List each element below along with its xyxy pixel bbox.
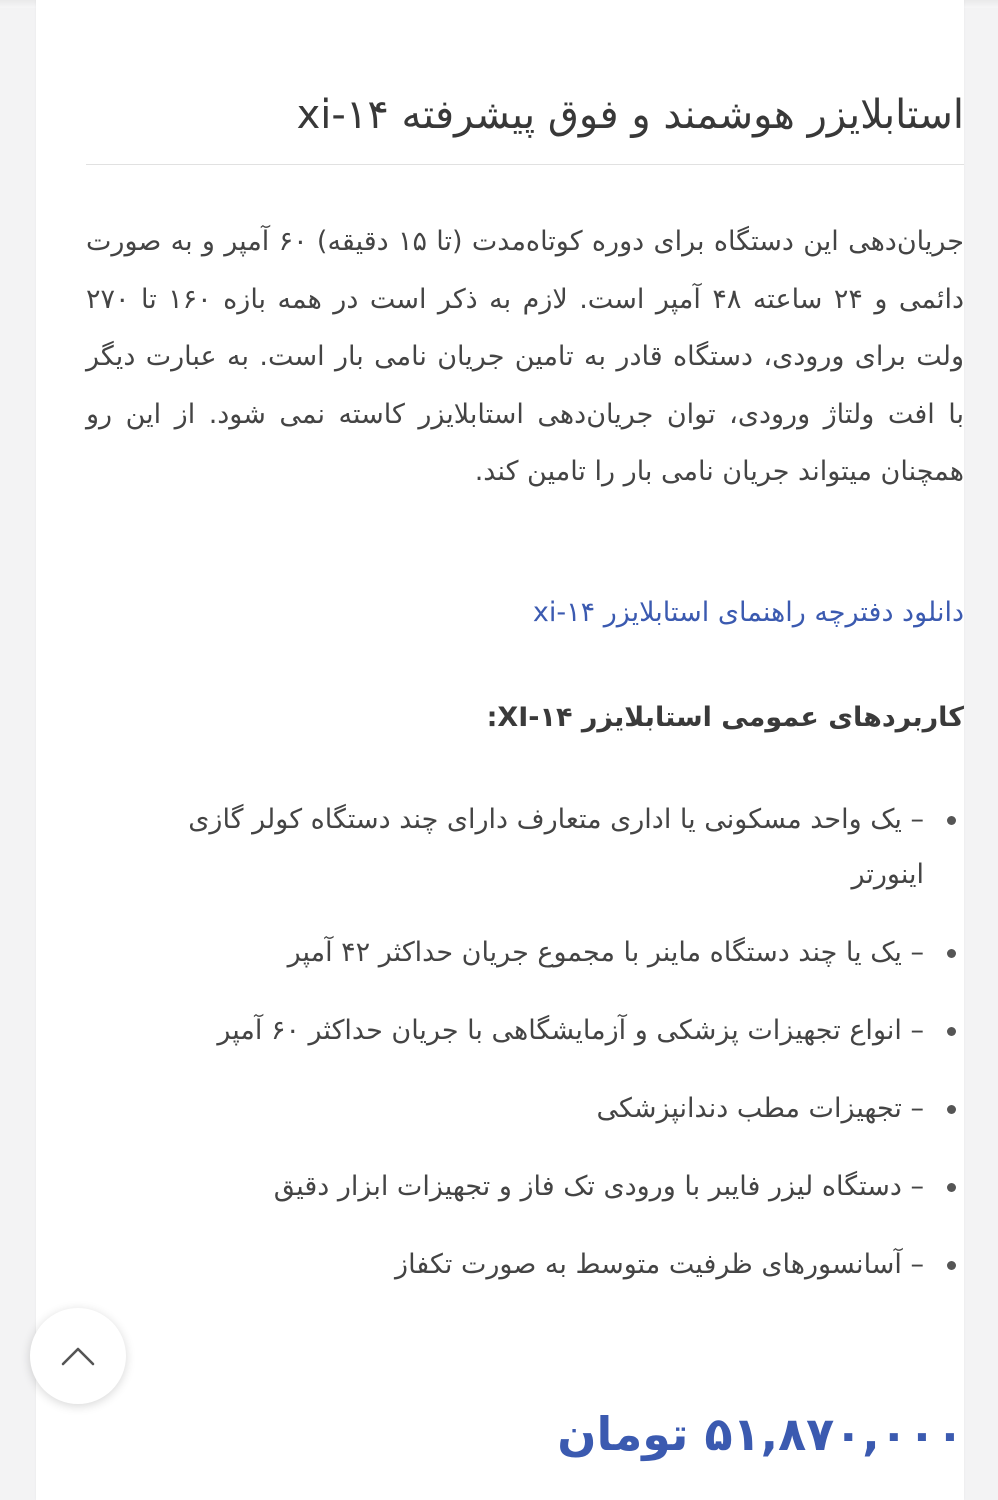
list-item bbox=[86, 792, 964, 902]
applications-list bbox=[86, 792, 964, 1315]
title-divider bbox=[86, 164, 964, 165]
product-title: استابلایزر هوشمند و فوق پیشرفته xi-۱۴ bbox=[296, 92, 964, 138]
list-item-text: – یک واحد مسکونی یا اداری متعارف دارای چند دستگاه کولر گازی اینورتر bbox=[188, 804, 924, 890]
download-manual-link[interactable]: دانلود دفترچه راهنمای استابلایزر xi-۱۴ bbox=[532, 597, 964, 628]
list-item-text: – آسانسورهای ظرفیت متوسط به صورت تکفاز bbox=[395, 1249, 924, 1280]
product-page bbox=[36, 0, 964, 1500]
list-item-text: – یک یا چند دستگاه ماینر با مجموع جریان حداکثر ۴۲ آمپر bbox=[287, 937, 924, 968]
bullet-icon bbox=[947, 1261, 956, 1270]
list-item-text: – تجهیزات مطب دندانپزشکی bbox=[596, 1093, 924, 1124]
applications-heading: کاربردهای عمومی استابلایزر XI-۱۴: bbox=[486, 702, 964, 733]
list-item bbox=[86, 1081, 964, 1136]
list-item-text: – انواع تجهیزات پزشکی و آزمایشگاهی با جریان حداکثر ۶۰ آمپر bbox=[217, 1015, 924, 1046]
list-item bbox=[86, 1003, 964, 1058]
scroll-to-top-button[interactable] bbox=[30, 1308, 126, 1404]
list-item-text: – دستگاه لیزر فایبر با ورودی تک فاز و تجهیزات ابزار دقیق bbox=[273, 1171, 924, 1202]
bullet-icon bbox=[947, 1183, 956, 1192]
product-description: جریان‌دهی این دستگاه برای دوره کوتاه‌مدت (تا ۱۵ دقیقه) ۶۰ آمپر و به صورت دائمی و ۲۴ ساعته ۴۸ آمپر است. لازم به ذکر است در همه بازه ۱۶۰ تا ۲۷۰ ولت برای ورودی، دستگاه قادر به تامین جریان نامی بار است. به عبارت دیگر با افت ولتاژ ورودی، توان جریان‌دهی استابلایزر کاسته نمی شود. از این رو همچنان میتواند جریان نامی بار را تامین کند. bbox=[86, 226, 964, 487]
bullet-icon bbox=[947, 1027, 956, 1036]
bullet-icon bbox=[947, 949, 956, 958]
list-item bbox=[86, 1237, 964, 1292]
list-item bbox=[86, 925, 964, 980]
bullet-icon bbox=[947, 816, 956, 825]
bullet-icon bbox=[947, 1105, 956, 1114]
list-item bbox=[86, 1159, 964, 1214]
product-price: ۵۱,۸۷۰,۰۰۰ تومان bbox=[557, 1407, 964, 1461]
chevron-up-icon bbox=[60, 1345, 96, 1367]
